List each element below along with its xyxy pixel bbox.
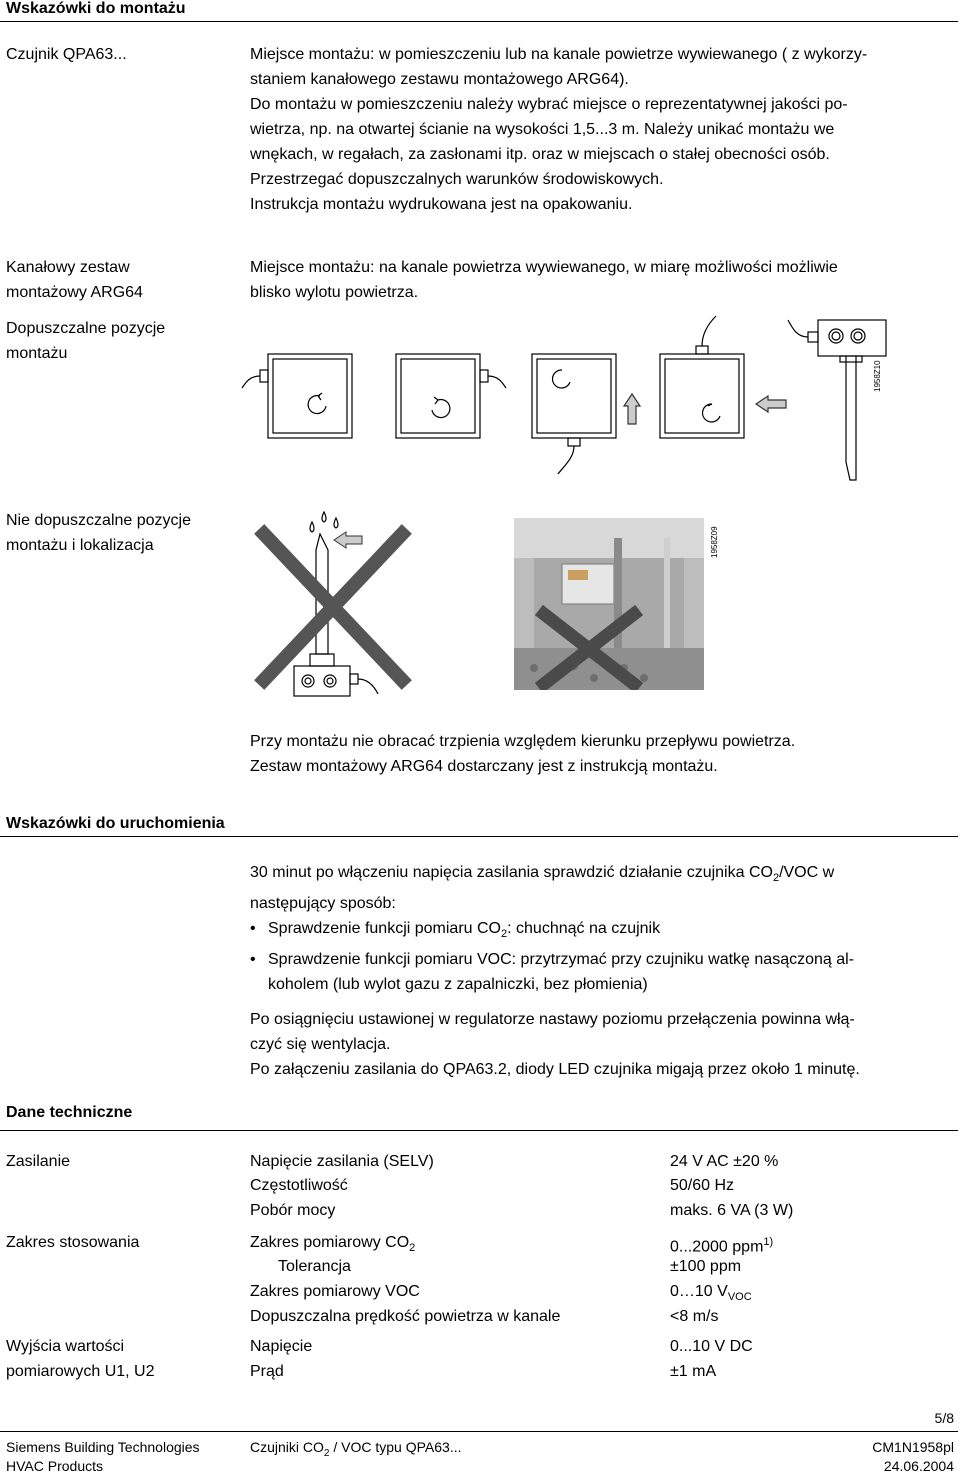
list-item (250, 916, 950, 947)
tech-value: <8 m/s (670, 1308, 719, 1325)
tech-value: maks. 6 VA (3 W) (670, 1202, 794, 1219)
arrow-left-icon (334, 532, 362, 548)
label-line: montażu i lokalizacja (6, 537, 154, 554)
page-number: 5/8 (934, 1410, 954, 1426)
forbidden-location-photo (514, 518, 704, 690)
doc-date: 24.06.2004 (883, 1458, 954, 1474)
section-rule (0, 21, 958, 22)
list-item (250, 947, 950, 997)
figure-code-label (704, 518, 724, 578)
tech-key: Napięcie (250, 1338, 313, 1355)
text-line: następujący sposób: (250, 895, 396, 913)
label-line: montażowy ARG64 (6, 284, 143, 301)
mounting-box-cable-left (242, 354, 352, 438)
subscript: 2 (772, 872, 780, 885)
text-line: wnękach, w regałach, za zasłonami itp. oraz w miejscach o stałej obecności osób. (250, 146, 830, 163)
tech-group-label: Wyjścia wartości (6, 1338, 125, 1355)
text-span: 0...2000 ppm (670, 1238, 764, 1256)
tech-group-label: Zasilanie (6, 1153, 71, 1170)
allowed-positions-figure (240, 312, 900, 512)
arrow-up-icon (624, 394, 640, 424)
tech-group-label: pomiarowych U1, U2 (6, 1363, 155, 1380)
footer-doc-title (250, 1438, 461, 1463)
section-rule (0, 836, 958, 837)
footer-company (6, 1438, 200, 1476)
division-name: HVAC Products (6, 1458, 103, 1474)
tech-value: 0...10 V DC (670, 1338, 753, 1355)
forbidden-cross-icon (264, 534, 402, 680)
text-line: Zestaw montażowy ARG64 dostarczany jest z instrukcją montażu. (250, 758, 718, 775)
section-heading-mounting: Wskazówki do montażu (6, 0, 186, 17)
text-line: Miejsce montażu: na kanale powietrza wywiewanego, w miarę możliwości możliwie (250, 259, 838, 276)
text-span: /VOC w (779, 864, 835, 881)
subscript: 2 (409, 1242, 416, 1255)
text-line: blisko wylotu powietrza. (250, 284, 419, 301)
section-rule (0, 1130, 958, 1131)
mounting-box-cable-right (396, 354, 506, 438)
water-drop-icon (310, 522, 314, 532)
text-line (250, 860, 950, 891)
tech-key: Napięcie zasilania (SELV) (250, 1153, 434, 1170)
text-span: 30 minut po włączeniu napięcia zasilania sprawdzić działanie czujnika CO (250, 864, 773, 881)
tech-key: Częstotliwość (250, 1177, 348, 1194)
arrow-left-icon (756, 396, 786, 412)
figure-code: 1958Z10 (873, 360, 882, 392)
tech-value: 50/60 Hz (670, 1177, 735, 1194)
text-line: czyć się wentylacja. (250, 1036, 391, 1054)
label-line: Dopuszczalne pozycje (6, 320, 166, 337)
subscript: 2 (323, 1447, 330, 1459)
text-line: Instrukcja montażu wydrukowana jest na opakowaniu. (250, 196, 633, 213)
company-name: Siemens Building Technologies (6, 1439, 200, 1455)
label-line: Nie dopuszczalne pozycje (6, 512, 191, 529)
mounting-box-cable-top (660, 316, 744, 438)
footer-doc-info (872, 1438, 954, 1476)
text-line: Po załączeniu zasilania do QPA63.2, diody LED czujnika migają przez około 1 minutę. (250, 1061, 860, 1079)
forbidden-positions-label (6, 508, 191, 558)
text-line: Miejsce montażu: w pomieszczeniu lub na kanale powietrze wywiewanego ( z wykorzy- (250, 46, 868, 63)
text-span: : chuchnąć na czujnik (507, 920, 661, 938)
text-line: staniem kanałowego zestawu montażowego ARG64). (250, 71, 629, 88)
tech-group-label: Zakres stosowania (6, 1234, 140, 1251)
tech-key: Dopuszczalna prędkość powietrza w kanale (250, 1308, 561, 1325)
label-line: Kanałowy zestaw (6, 259, 130, 276)
forbidden-text (250, 729, 950, 779)
tech-key: Prąd (250, 1363, 284, 1380)
text-span: Zakres pomiarowy CO (250, 1234, 410, 1251)
duct-kit-label (6, 255, 143, 305)
water-drop-icon (334, 518, 338, 528)
text-line: Do montażu w pomieszczeniu należy wybrać miejsce o reprezentatywnej jakości po- (250, 96, 848, 113)
forbidden-probe-figure (250, 504, 450, 704)
text-line: Przy montażu nie obracać trzpienia względem kierunku przepływu powietrza. (250, 733, 796, 750)
text-span: Sprawdzenie funkcji pomiaru CO (268, 920, 501, 938)
check-list (250, 916, 950, 997)
water-drop-icon (322, 512, 326, 522)
subscript: 2 (501, 928, 508, 941)
subscript: VOC (727, 1291, 752, 1304)
text-span: Czujniki CO (250, 1439, 324, 1455)
text-span: koholem (lub wylot gazu z zapalniczki, bez płomienia) (268, 976, 648, 994)
commissioning-text (250, 860, 950, 1082)
duct-kit-text (250, 255, 950, 305)
text-span: 0…10 V (670, 1283, 728, 1300)
allowed-positions-label (6, 316, 165, 366)
sensor-text (250, 42, 950, 217)
tech-value: ±100 ppm (670, 1258, 742, 1275)
footer-rule (0, 1431, 958, 1432)
tech-value: 24 V AC ±20 % (670, 1153, 779, 1170)
label-line: montażu (6, 345, 68, 362)
mounting-box-cable-bottom (532, 354, 616, 474)
section-heading-commissioning: Wskazówki do uruchomienia (6, 815, 225, 832)
tech-key: Pobór mocy (250, 1202, 336, 1219)
figure-code: 1958Z09 (710, 526, 719, 558)
text-line: wietrza, np. na otwartej ścianie na wysokości 1,5...3 m. Należy unikać montażu we (250, 121, 835, 138)
text-span: Sprawdzenie funkcji pomiaru VOC: przytrzymać przy czujniku watkę nasączoną al- (268, 951, 855, 969)
duct-probe (788, 320, 886, 480)
sensor-label: Czujnik QPA63... (6, 46, 127, 63)
superscript: 1) (763, 1236, 774, 1248)
doc-id: CM1N1958pl (872, 1439, 954, 1455)
section-heading-tech: Dane techniczne (6, 1104, 133, 1121)
tech-key: Tolerancja (278, 1258, 351, 1275)
text-span: / VOC typu QPA63... (329, 1439, 462, 1455)
tech-value: ±1 mA (670, 1363, 717, 1380)
text-line: Po osiągnięciu ustawionej w regulatorze nastawy poziomu przełączenia powinna włą- (250, 1011, 855, 1029)
tech-key: Zakres pomiarowy VOC (250, 1283, 420, 1300)
text-line: Przestrzegać dopuszczalnych warunków środowiskowych. (250, 171, 664, 188)
